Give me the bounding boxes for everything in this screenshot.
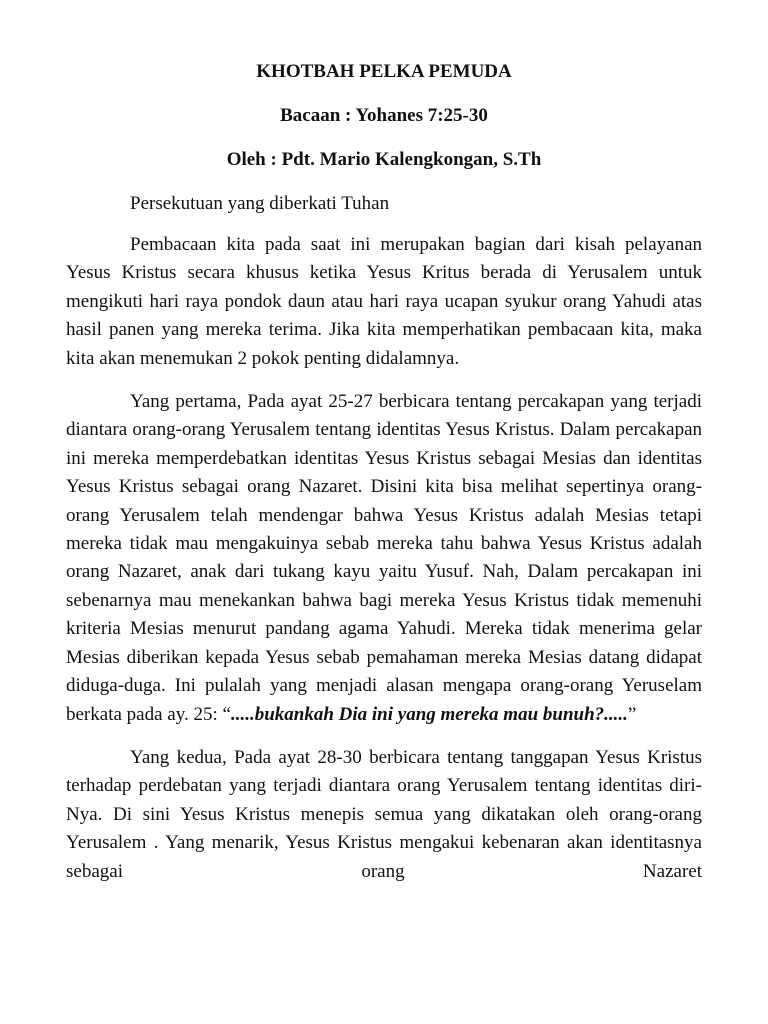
paragraph-first-point-text: Yang pertama, Pada ayat 25-27 berbicara tentang percakapan yang terjadi diantara orang-orang Yerusalem tentang identitas Yesus Kristus. Dalam percakapan ini mereka memperdebatkan identitas Yesus Kristus sebagai Mesias dan identitas Yesus Kristus sebagai orang Nazaret. Disini kita bisa melihat sepertinya orang-orang Yerusalem telah mendengar bahwa Yesus Kristus adalah Mesias tetapi mereka tidak mau mengakuinya sebab mereka tahu bahwa Yesus Kristus adalah orang Nazaret, anak dari tukang kayu yaitu Yusuf. Nah, Dalam percakapan ini sebenarnya mau menekankan bahwa bagi mereka Yesus Kristus tidak memenuhi kriteria Mesias menurut pandang agama Yahudi. Mereka tidak menerima gelar Mesias diberikan kepada Yesus sebab pemahaman mereka Mesias datang didapat diduga-duga. Ini pulalah yang menjadi alasan mengapa orang-orang Yeruselam berkata pada ay. 25: “ — [66, 391, 702, 725]
paragraph-first-point — [66, 388, 702, 729]
document-title: KHOTBAH PELKA PEMUDA — [256, 61, 512, 82]
paragraph-second-point: Yang kedua, Pada ayat 28-30 berbicara tentang tanggapan Yesus Kristus terhadap perdebatan yang terjadi diantara orang Yerusalem tentang identitas diri-Nya. Di sini Yesus Kristus menepis semua yang dikatakan oleh orang-orang Yerusalem . Yang menarik, Yesus Kristus mengakui kebenaran akan identitasnya sebagai orang Nazaret — [66, 746, 702, 882]
greeting-line: Persekutuan yang diberkati Tuhan — [130, 193, 390, 214]
scripture-reading: Bacaan : Yohanes 7:25-30 — [280, 105, 488, 126]
scripture-quote: .....bukankah Dia ini yang mereka mau bunuh?..... — [230, 703, 628, 725]
document-page — [66, 58, 702, 901]
author-line: Oleh : Pdt. Mario Kalengkongan, S.Th — [226, 149, 542, 170]
quote-close-mark: ” — [627, 703, 637, 725]
paragraph-intro: Pembacaan kita pada saat ini merupakan bagian dari kisah pelayanan Yesus Kristus secara khusus ketika Yesus Kritus berada di Yerusalem untuk mengikuti hari raya pondok daun atau hari raya ucapan syukur orang Yahudi atas hasil panen yang mereka terima. Jika kita memperhatikan pembacaan kita, maka kita akan menemukan 2 pokok penting didalamnya. — [66, 234, 702, 369]
